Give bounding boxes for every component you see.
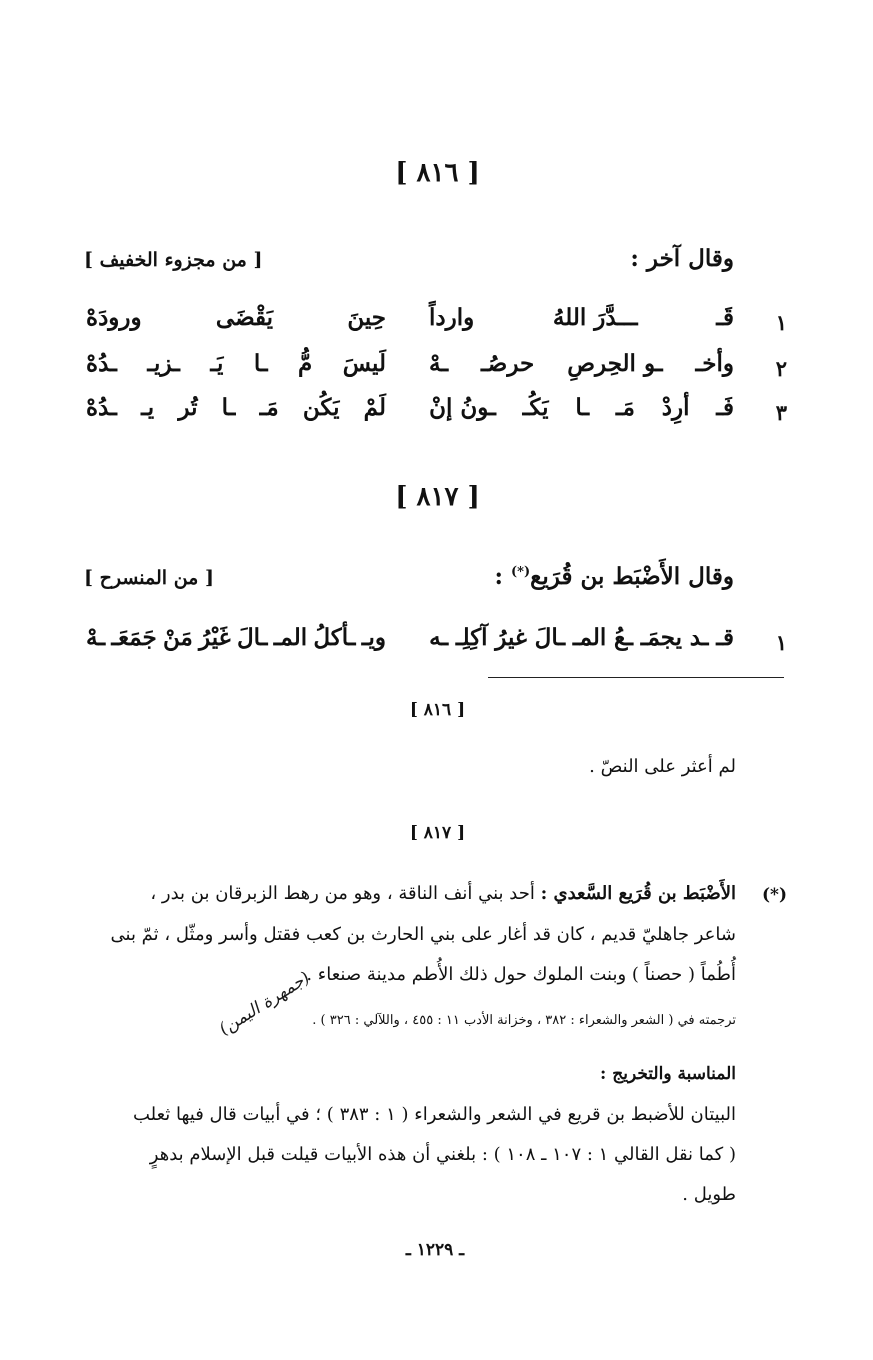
verse-word: ـد <box>689 624 709 651</box>
verse-word: يَقْضَى <box>215 304 274 331</box>
verse-word: ـا <box>253 350 268 377</box>
verse-word: أرِدْ <box>661 394 690 421</box>
footnote-star-marker: (*) <box>762 885 787 905</box>
verse-word: ـا <box>575 394 590 421</box>
verse-word: يَكُن <box>302 394 340 421</box>
bio-line-3: أُطُماً ( حصناً ) وبنت الملوك حول ذلك الأُطم مدينة صنعاء . <box>306 964 736 985</box>
paragraph-line-2: ( كما نقل القالي ١ : ١٠٧ ـ ١٠٨ ) : بلغني أن هذه الأبيات قيلت قبل الإسلام بدهرٍ <box>149 1144 736 1165</box>
verse-word: ـالَ <box>236 624 268 651</box>
verse-word: آكِلِـ <box>455 624 488 651</box>
verse-word: يَكُـ <box>522 394 549 421</box>
verse-word: حِينَ <box>347 304 386 331</box>
verse-number: ٣ <box>775 400 787 425</box>
verse-word: قـ <box>716 624 734 651</box>
verse-word: المـ <box>273 624 308 651</box>
verse-word: المـ <box>572 624 607 651</box>
verse-word: ـعُ <box>614 624 633 651</box>
verse-word: فَـ <box>716 394 734 421</box>
verse-word: حرصُـ <box>481 350 535 377</box>
poem-817-intro-colon: : <box>494 563 511 590</box>
bio-line-1 <box>150 883 736 904</box>
verse-number: ١ <box>775 630 787 655</box>
verse-word: ـهْ <box>429 350 449 377</box>
verse-second-hemistich <box>86 624 386 651</box>
verse-word: يجمَـ <box>640 624 683 651</box>
verse-word: ـدُهْ <box>86 350 117 377</box>
verse-word: غَيْرُ <box>199 624 231 651</box>
verse-second-hemistich <box>86 350 386 377</box>
verse-word: وأخـ <box>695 350 734 377</box>
poem-816-meter: [ من مجزوء الخفيف ] <box>84 249 263 271</box>
note-817-ref: [ ٨١٧ ] <box>409 823 466 843</box>
verse-first-hemistich <box>429 394 734 421</box>
verse-word: ـزيـ <box>147 350 180 377</box>
paragraph-line-1: البيتان للأضبط بن قريع في الشعر والشعراء ( ١ : ٣٨٣ ) ؛ في أبيات قال فيها ثعلب <box>132 1104 736 1125</box>
verse-second-hemistich <box>86 304 386 331</box>
bio-line-2: شاعر جاهليّ قديم ، كان قد أغار على بني الحارث بن كعب فقتل وأسر ومثّل ، ثمّ بنى <box>110 924 736 945</box>
verse-word: غيرُ <box>495 624 527 651</box>
verse-word: قَـ <box>716 304 734 331</box>
verse-word: جَمَعَـ <box>111 624 157 651</box>
page-number: ـ ١٢٢٩ ـ <box>405 1240 465 1260</box>
verse-word: تُر <box>178 394 198 421</box>
note-816-ref: [ ٨١٦ ] <box>409 700 466 720</box>
verse-word: ـونُ إنْ <box>429 394 496 421</box>
verse-word: ـالَ <box>534 624 566 651</box>
footnote-marker: (*) <box>511 564 531 580</box>
verse-word: مَـ <box>615 394 635 421</box>
poem-817-intro <box>495 563 735 590</box>
verse-word: ورودَهْ <box>86 304 142 331</box>
handwritten-annotation: (جمهرة اليمن) <box>215 968 314 1040</box>
verse-word: لَمْ <box>363 394 386 421</box>
section-title: المناسبة والتخريج : <box>600 1064 736 1084</box>
poem-816-heading: [ ٨١٦ ] <box>395 158 480 188</box>
note-816-text: لم أعثر على النصّ . <box>589 756 736 777</box>
verse-first-hemistich <box>429 350 734 377</box>
verse-word: ـو الحِرصِ <box>567 350 663 377</box>
verse-number: ١ <box>775 310 787 335</box>
verse-word: ـا <box>221 394 236 421</box>
verse-word: يَـ <box>210 350 224 377</box>
verse-word: ـهْ <box>86 624 106 651</box>
verse-word: مَـ <box>259 394 279 421</box>
poem-817-heading: [ ٨١٧ ] <box>395 482 480 512</box>
poem-817-intro-text: وقال الأَضْبَط بن قُرَيع <box>530 563 734 590</box>
verse-word: وارداً <box>429 304 475 331</box>
verse-word: ويـ <box>361 624 386 651</box>
bio-name: الأَضْبَط بن قُرَيع السَّعدي : <box>540 883 736 904</box>
verse-first-hemistich <box>429 304 734 331</box>
verse-word: يـ <box>141 394 155 421</box>
bio-sources: ترجمته في ( الشعر والشعراء : ٣٨٢ ، وخزانة الأدب ١١ : ٤٥٥ ، واللآلي : ٣٢٦ ) . <box>312 1013 736 1028</box>
verse-word: مُّ <box>298 350 313 377</box>
verse-word: لَيسَ <box>342 350 386 377</box>
footnote-separator <box>488 677 784 678</box>
verse-second-hemistich <box>86 394 386 421</box>
verse-word: ـأكلُ <box>313 624 356 651</box>
bio-line-1-rest: أحد بني أنف الناقة ، وهو من رهط الزبرقان بن بدر ، <box>150 883 535 904</box>
verse-word: ـــدَّرَ اللهُ <box>552 304 638 331</box>
paragraph-line-3: طويل . <box>682 1184 736 1205</box>
verse-word: مَنْ <box>162 624 193 651</box>
verse-number: ٢ <box>775 356 787 381</box>
poem-817-meter: [ من المنسرح ] <box>84 567 214 589</box>
verse-first-hemistich <box>429 624 734 651</box>
poem-816-intro: وقال آخر : <box>630 245 734 272</box>
verse-word: ـه <box>429 624 449 651</box>
verse-word: ـدُهْ <box>86 394 117 421</box>
